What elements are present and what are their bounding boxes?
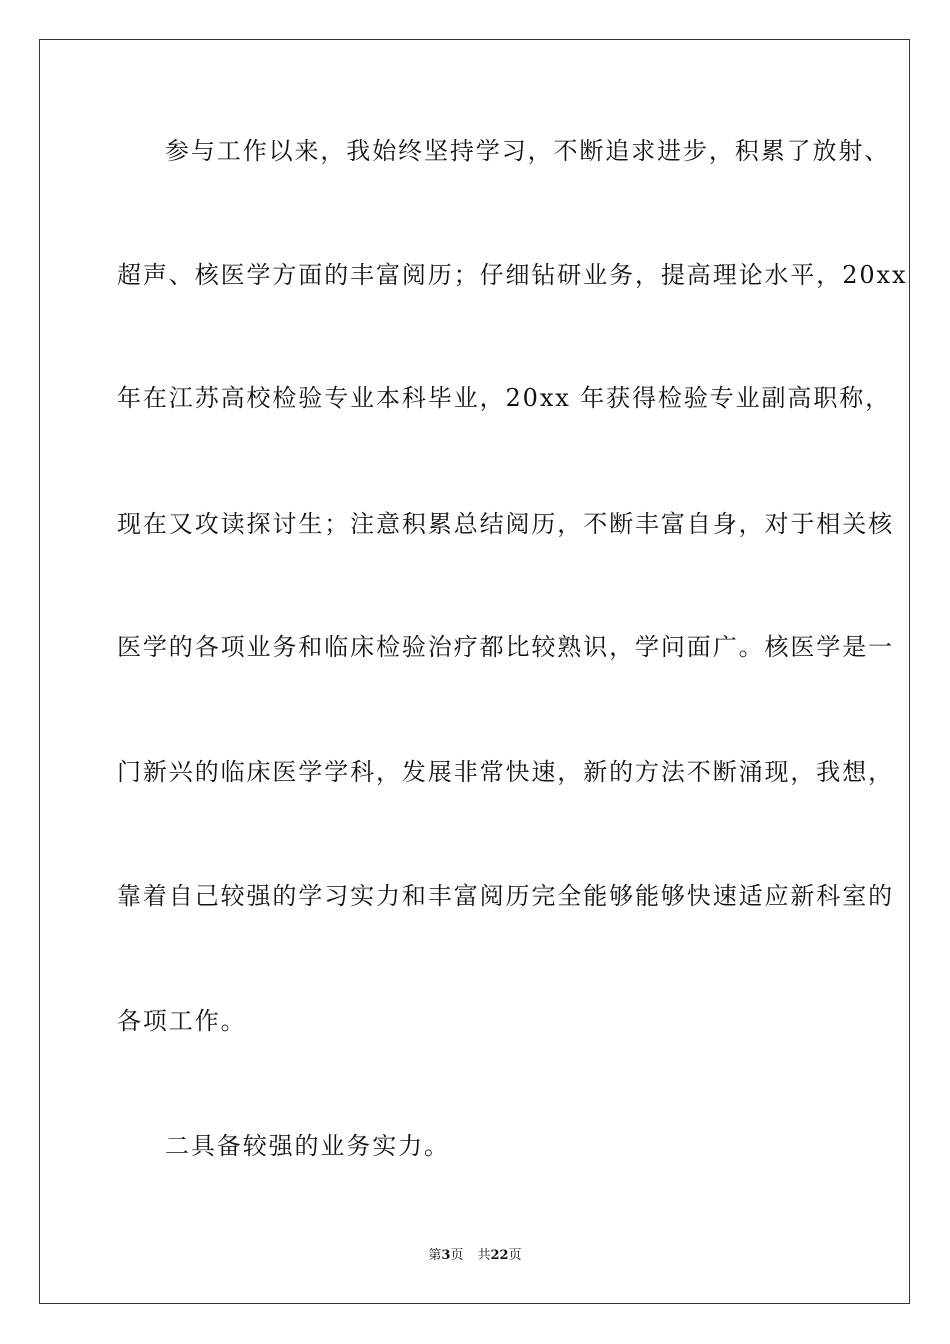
paragraph-1-line-5: 医学的各项业务和临床检验治疗都比较熟识，学问面广。核医学是一 [117, 633, 894, 661]
page-number: 3 [441, 1248, 451, 1263]
total-prefix: 共 [477, 1248, 491, 1263]
paragraph-1-line-8: 各项工作。 [117, 1007, 247, 1035]
page-border [39, 39, 910, 1304]
page-suffix: 页 [450, 1248, 464, 1263]
paragraph-1-line-3: 年在江苏高校检验专业本科毕业，20xx 年获得检验专业副高职称， [117, 384, 892, 412]
paragraph-1-line-1: 参与工作以来，我始终坚持学习，不断追求进步，积累了放射、 [165, 137, 891, 165]
total-pages: 22 [490, 1248, 509, 1263]
paragraph-2-line-1: 二具备较强的业务实力。 [165, 1132, 450, 1160]
paragraph-1-line-2: 超声、核医学方面的丰富阅历；仔细钻研业务，提高理论水平，20xx [117, 261, 908, 289]
paragraph-1-line-7: 靠着自己较强的学习实力和丰富阅历完全能够能够快速适应新科室的 [117, 882, 894, 910]
paragraph-1-line-6: 门新兴的临床医学学科，发展非常快速，新的方法不断涌现，我想， [117, 758, 894, 786]
paragraph-1-line-4: 现在又攻读探讨生；注意积累总结阅历，不断丰富自身，对于相关核 [117, 510, 894, 538]
page-prefix: 第 [428, 1248, 442, 1263]
page-footer [0, 1248, 950, 1264]
total-suffix: 页 [508, 1248, 522, 1263]
